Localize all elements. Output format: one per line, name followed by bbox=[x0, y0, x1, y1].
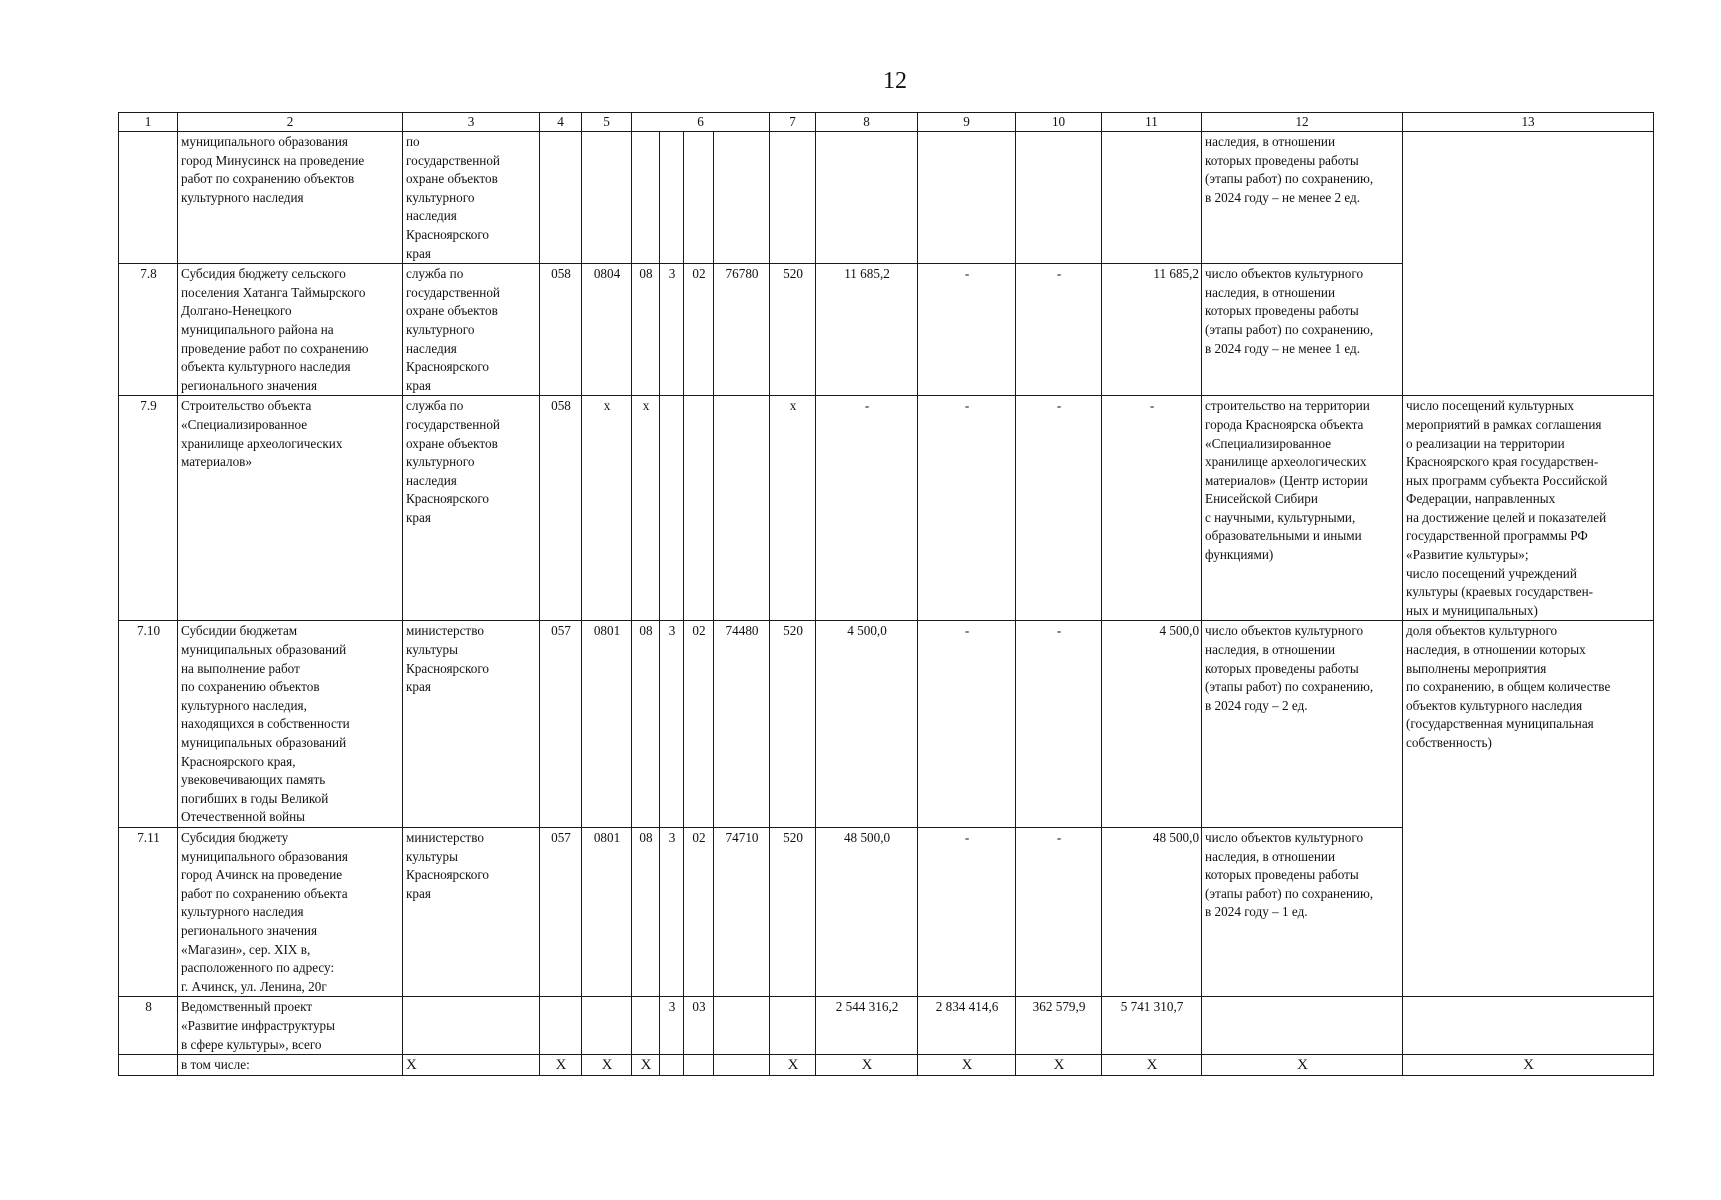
cell-c6d bbox=[714, 997, 770, 1055]
row-number: 7.9 bbox=[119, 396, 178, 621]
row-number: 8 bbox=[119, 997, 178, 1055]
row-name: муниципального образования город Минусинск на проведение работ по сохранению объектов культурного наследия bbox=[178, 132, 403, 264]
cell-c9: - bbox=[918, 621, 1016, 828]
row-indicator: Х bbox=[1403, 1055, 1654, 1076]
page-number: 12 bbox=[883, 68, 907, 94]
cell-c6b: 3 bbox=[660, 997, 684, 1055]
cell-c5: Х bbox=[582, 1055, 632, 1076]
cell-c11: 5 741 310,7 bbox=[1102, 997, 1202, 1055]
cell-c8: 2 544 316,2 bbox=[816, 997, 918, 1055]
header-cell: 13 bbox=[1403, 113, 1654, 132]
cell-c7: 520 bbox=[770, 264, 816, 396]
cell-c6b bbox=[660, 396, 684, 621]
row-result: число объектов культурного наследия, в отношении которых проведены работы (этапы работ) по сохранению, в 2024 году – 2 ед. bbox=[1202, 621, 1403, 828]
cell-c6d bbox=[714, 132, 770, 264]
table-row bbox=[119, 396, 1654, 621]
row-name: в том числе: bbox=[178, 1055, 403, 1076]
cell-c8: 11 685,2 bbox=[816, 264, 918, 396]
cell-c10 bbox=[1016, 132, 1102, 264]
budget-table bbox=[118, 112, 1654, 1076]
cell-c5: 0801 bbox=[582, 621, 632, 828]
row-result: Х bbox=[1202, 1055, 1403, 1076]
cell-c6c bbox=[684, 1055, 714, 1076]
cell-c10: - bbox=[1016, 621, 1102, 828]
header-cell: 5 bbox=[582, 113, 632, 132]
cell-c6a: 08 bbox=[632, 827, 660, 996]
header-cell: 6 bbox=[632, 113, 770, 132]
cell-c7: х bbox=[770, 396, 816, 621]
header-cell: 9 bbox=[918, 113, 1016, 132]
cell-c8: 4 500,0 bbox=[816, 621, 918, 828]
table-row bbox=[119, 997, 1654, 1055]
cell-c6c bbox=[684, 132, 714, 264]
cell-c4 bbox=[540, 997, 582, 1055]
cell-c4: 058 bbox=[540, 396, 582, 621]
cell-c10: 362 579,9 bbox=[1016, 997, 1102, 1055]
row-indicator: доля объектов культурного наследия, в отношении которых выполнены мероприятия по сохранению, в общем количестве объектов культурного наследия (государственная муниципальная собственность) bbox=[1403, 621, 1654, 997]
cell-c8: 48 500,0 bbox=[816, 827, 918, 996]
row-number: 7.10 bbox=[119, 621, 178, 828]
cell-c4 bbox=[540, 132, 582, 264]
row-indicator bbox=[1403, 997, 1654, 1055]
header-cell: 3 bbox=[403, 113, 540, 132]
cell-c7 bbox=[770, 997, 816, 1055]
header-cell: 2 bbox=[178, 113, 403, 132]
cell-c6d: 74710 bbox=[714, 827, 770, 996]
row-result: число объектов культурного наследия, в отношении которых проведены работы (этапы работ) по сохранению, в 2024 году – 1 ед. bbox=[1202, 827, 1403, 996]
row-name: Субсидии бюджетам муниципальных образований на выполнение работ по сохранению объектов культурного наследия, находящихся в собственности муниципальных образований Красноярского края, увековечивающих память погибших в годы Великой Отечественной войны bbox=[178, 621, 403, 828]
row-result: наследия, в отношении которых проведены работы (этапы работ) по сохранению, в 2024 году – не менее 2 ед. bbox=[1202, 132, 1403, 264]
cell-c6a bbox=[632, 997, 660, 1055]
row-executor: служба по государственной охране объектов культурного наследия Красноярского края bbox=[403, 396, 540, 621]
cell-c6c bbox=[684, 396, 714, 621]
cell-c6a bbox=[632, 132, 660, 264]
cell-c9: Х bbox=[918, 1055, 1016, 1076]
cell-c7: Х bbox=[770, 1055, 816, 1076]
cell-c6c: 02 bbox=[684, 827, 714, 996]
cell-c6b bbox=[660, 1055, 684, 1076]
cell-c6b: 3 bbox=[660, 264, 684, 396]
cell-c11: - bbox=[1102, 396, 1202, 621]
cell-c6a: 08 bbox=[632, 621, 660, 828]
cell-c5: 0804 bbox=[582, 264, 632, 396]
cell-c8 bbox=[816, 132, 918, 264]
table-row bbox=[119, 132, 1654, 264]
cell-c9: 2 834 414,6 bbox=[918, 997, 1016, 1055]
cell-c9 bbox=[918, 132, 1016, 264]
cell-c11: 11 685,2 bbox=[1102, 264, 1202, 396]
cell-c4: Х bbox=[540, 1055, 582, 1076]
cell-c7: 520 bbox=[770, 827, 816, 996]
cell-c6a: х bbox=[632, 396, 660, 621]
row-executor bbox=[403, 997, 540, 1055]
cell-c4: 057 bbox=[540, 621, 582, 828]
cell-c6d: 74480 bbox=[714, 621, 770, 828]
row-indicator: число посещений культурных мероприятий в рамках соглашения о реализации на территории Красноярского края государствен- ных программ субъекта Российской Федерации, направленных на достижение целей и показателей государственной программы РФ «Развитие культуры»; число посещений учреждений культуры (краевых государствен- ных и муниципальных) bbox=[1403, 396, 1654, 621]
cell-c6c: 03 bbox=[684, 997, 714, 1055]
cell-c5 bbox=[582, 997, 632, 1055]
cell-c7: 520 bbox=[770, 621, 816, 828]
cell-c11: Х bbox=[1102, 1055, 1202, 1076]
row-executor: служба по государственной охране объектов культурного наследия Красноярского края bbox=[403, 264, 540, 396]
header-cell: 10 bbox=[1016, 113, 1102, 132]
row-executor: министерство культуры Красноярского края bbox=[403, 621, 540, 828]
row-result: строительство на территории города Красноярска объекта «Специализированное хранилище археологических материалов» (Центр истории Енисейской Сибири с научными, культурными, образовательными и иными функциями) bbox=[1202, 396, 1403, 621]
cell-c6a: 08 bbox=[632, 264, 660, 396]
row-name: Субсидия бюджету муниципального образования город Ачинск на проведение работ по сохранению объекта культурного наследия регионального значения «Магазин», сер. XIX в, расположенного по адресу: г. Ачинск, ул. Ленина, 20г bbox=[178, 827, 403, 996]
cell-c6d bbox=[714, 1055, 770, 1076]
cell-c5: 0801 bbox=[582, 827, 632, 996]
cell-c9: - bbox=[918, 264, 1016, 396]
cell-c10: Х bbox=[1016, 1055, 1102, 1076]
cell-c9: - bbox=[918, 827, 1016, 996]
cell-c4: 058 bbox=[540, 264, 582, 396]
header-cell: 4 bbox=[540, 113, 582, 132]
row-number: 7.8 bbox=[119, 264, 178, 396]
cell-c6a: Х bbox=[632, 1055, 660, 1076]
cell-c5: х bbox=[582, 396, 632, 621]
row-executor: министерство культуры Красноярского края bbox=[403, 827, 540, 996]
cell-c7 bbox=[770, 132, 816, 264]
cell-c5 bbox=[582, 132, 632, 264]
header-row bbox=[119, 113, 1654, 132]
row-result: число объектов культурного наследия, в отношении которых проведены работы (этапы работ) по сохранению, в 2024 году – не менее 1 ед. bbox=[1202, 264, 1403, 396]
row-number bbox=[119, 132, 178, 264]
cell-c8: - bbox=[816, 396, 918, 621]
row-indicator bbox=[1403, 132, 1654, 396]
cell-c9: - bbox=[918, 396, 1016, 621]
row-name: Строительство объекта «Специализированное хранилище археологических материалов» bbox=[178, 396, 403, 621]
header-cell: 12 bbox=[1202, 113, 1403, 132]
cell-c10: - bbox=[1016, 827, 1102, 996]
cell-c10: - bbox=[1016, 396, 1102, 621]
cell-c8: Х bbox=[816, 1055, 918, 1076]
header-cell: 7 bbox=[770, 113, 816, 132]
cell-c10: - bbox=[1016, 264, 1102, 396]
row-result bbox=[1202, 997, 1403, 1055]
cell-c11: 4 500,0 bbox=[1102, 621, 1202, 828]
row-number bbox=[119, 1055, 178, 1076]
row-name: Ведомственный проект «Развитие инфраструктуры в сфере культуры», всего bbox=[178, 997, 403, 1055]
cell-c6b: 3 bbox=[660, 827, 684, 996]
header-cell: 11 bbox=[1102, 113, 1202, 132]
row-number: 7.11 bbox=[119, 827, 178, 996]
table-row bbox=[119, 621, 1654, 828]
cell-c6d: 76780 bbox=[714, 264, 770, 396]
header-cell: 8 bbox=[816, 113, 918, 132]
cell-c6c: 02 bbox=[684, 621, 714, 828]
table-row bbox=[119, 1055, 1654, 1076]
cell-c6b bbox=[660, 132, 684, 264]
cell-c4: 057 bbox=[540, 827, 582, 996]
header-cell: 1 bbox=[119, 113, 178, 132]
row-executor: Х bbox=[403, 1055, 540, 1076]
cell-c6c: 02 bbox=[684, 264, 714, 396]
cell-c6b: 3 bbox=[660, 621, 684, 828]
cell-c11: 48 500,0 bbox=[1102, 827, 1202, 996]
row-name: Субсидия бюджету сельского поселения Хатанга Таймырского Долгано-Ненецкого муниципального района на проведение работ по сохранению объекта культурного наследия регионального значения bbox=[178, 264, 403, 396]
row-executor: по государственной охране объектов культурного наследия Красноярского края bbox=[403, 132, 540, 264]
cell-c11 bbox=[1102, 132, 1202, 264]
cell-c6d bbox=[714, 396, 770, 621]
